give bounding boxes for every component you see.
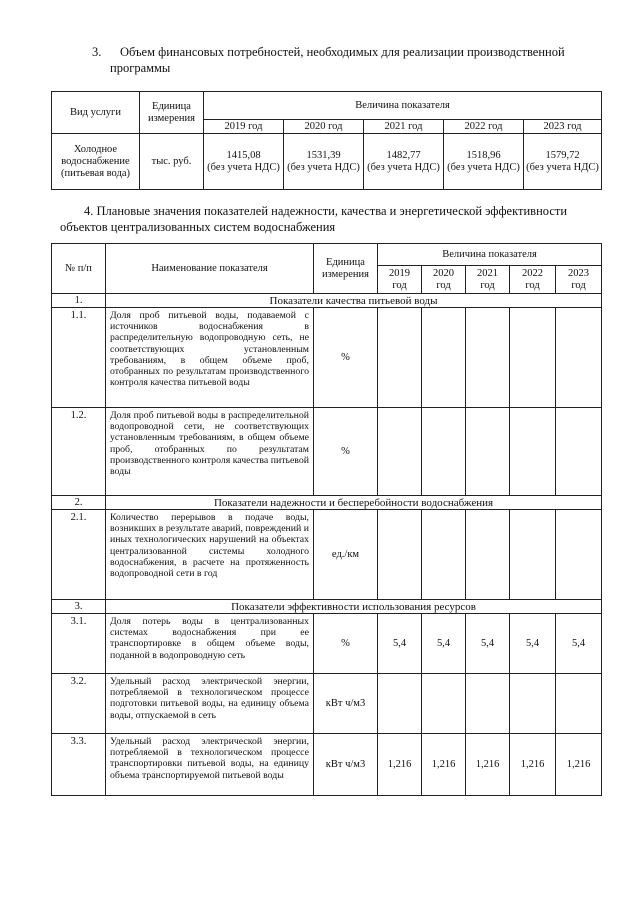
header-num: № п/п bbox=[52, 244, 106, 294]
year-number: 2023 bbox=[568, 267, 590, 279]
indicator-name: Доля потерь воды в централизованных системах водоснабжения при ее транспортировке в общем объеме воды, поданной в водопроводную сеть bbox=[106, 614, 314, 674]
value-cell bbox=[378, 408, 422, 496]
year-header: 2023 год bbox=[524, 120, 602, 134]
value-note: (без учета НДС) bbox=[447, 161, 520, 173]
indicator-unit: кВт ч/м3 bbox=[314, 734, 378, 796]
year-word: год bbox=[571, 279, 586, 291]
value-note: (без учета НДС) bbox=[287, 161, 360, 173]
section-4-title-line1: 4. Плановые значения показателей надежности, качества и энергетической эффективности bbox=[84, 204, 568, 218]
service-unit: тыс. руб. bbox=[140, 134, 204, 190]
value-cell bbox=[422, 510, 466, 600]
indicator-name: Доля проб питьевой воды, подаваемой с источников водоснабжения в распределительную водопроводную сеть, не соответствующих установленным требованиям, в общем объеме проб, отобранных по результатам производственного контроля качества питьевой воды bbox=[106, 308, 314, 408]
value-cell bbox=[466, 510, 510, 600]
indicator-unit: % bbox=[314, 408, 378, 496]
value-cell bbox=[422, 674, 466, 734]
value-cell: 5,4 bbox=[510, 614, 556, 674]
value-cell bbox=[422, 308, 466, 408]
value-cell: 5,4 bbox=[466, 614, 510, 674]
value-cell bbox=[556, 674, 602, 734]
year-header bbox=[466, 266, 510, 294]
value-cell bbox=[510, 674, 556, 734]
table-row bbox=[52, 734, 602, 796]
indicator-unit: кВт ч/м3 bbox=[314, 674, 378, 734]
value-cell: 5,4 bbox=[378, 614, 422, 674]
year-header: 2021 год bbox=[364, 120, 444, 134]
section-row bbox=[52, 496, 602, 510]
indicator-name: Удельный расход электрической энергии, потребляемой в технологическом процессе транспортировки питьевой воды, на единицу объема транспортируемой питьевой воды bbox=[106, 734, 314, 796]
year-word: год bbox=[392, 279, 407, 291]
header-service: Вид услуги bbox=[52, 92, 140, 134]
year-word: год bbox=[480, 279, 495, 291]
value-cell bbox=[466, 308, 510, 408]
value-cell bbox=[466, 408, 510, 496]
section-title: Показатели надежности и бесперебойности водоснабжения bbox=[106, 496, 602, 510]
value-cell bbox=[444, 134, 524, 190]
table-row bbox=[52, 614, 602, 674]
indicator-unit: ед./км bbox=[314, 510, 378, 600]
row-number: 2.1. bbox=[52, 510, 106, 600]
indicator-unit: % bbox=[314, 308, 378, 408]
row-number: 3.2. bbox=[52, 674, 106, 734]
section-row bbox=[52, 600, 602, 614]
value-amount: 1518,96 bbox=[466, 149, 501, 161]
section-3-title-line1: Объем финансовых потребностей, необходимых для реализации производственной bbox=[120, 45, 565, 59]
value-cell bbox=[510, 408, 556, 496]
year-number: 2021 bbox=[477, 267, 498, 279]
row-number: 2. bbox=[52, 496, 106, 510]
value-cell bbox=[556, 408, 602, 496]
row-number: 3.3. bbox=[52, 734, 106, 796]
value-amount: 1482,77 bbox=[386, 149, 421, 161]
value-cell bbox=[524, 134, 602, 190]
value-amount: 1579,72 bbox=[545, 149, 580, 161]
value-amount: 1415,08 bbox=[226, 149, 261, 161]
value-cell: 5,4 bbox=[556, 614, 602, 674]
section-row bbox=[52, 294, 602, 308]
row-number: 1.1. bbox=[52, 308, 106, 408]
value-cell: 1,216 bbox=[556, 734, 602, 796]
value-cell bbox=[378, 674, 422, 734]
header-value: Величина показателя bbox=[204, 92, 602, 120]
indicator-name: Удельный расход электрической энергии, потребляемой в технологическом процессе подготовки питьевой воды, на единицу объема воды, отпускаемой в сеть bbox=[106, 674, 314, 734]
value-cell bbox=[204, 134, 284, 190]
value-cell bbox=[378, 308, 422, 408]
indicators-table bbox=[51, 243, 602, 796]
section-title: Показатели качества питьевой воды bbox=[106, 294, 602, 308]
header-value: Величина показателя bbox=[378, 244, 602, 266]
row-number: 1. bbox=[52, 294, 106, 308]
value-note: (без учета НДС) bbox=[207, 161, 280, 173]
year-header bbox=[510, 266, 556, 294]
year-header: 2019 год bbox=[204, 120, 284, 134]
section-3-heading bbox=[92, 44, 592, 76]
row-number: 3.1. bbox=[52, 614, 106, 674]
year-header bbox=[378, 266, 422, 294]
value-cell: 1,216 bbox=[510, 734, 556, 796]
value-cell: 1,216 bbox=[422, 734, 466, 796]
section-title: Показатели эффективности использования ресурсов bbox=[106, 600, 602, 614]
value-amount: 1531,39 bbox=[306, 149, 341, 161]
value-cell bbox=[510, 510, 556, 600]
year-number: 2022 bbox=[522, 267, 543, 279]
row-number: 1.2. bbox=[52, 408, 106, 496]
value-cell: 1,216 bbox=[466, 734, 510, 796]
value-cell: 5,4 bbox=[422, 614, 466, 674]
table-row bbox=[52, 510, 602, 600]
table-row bbox=[52, 674, 602, 734]
value-cell bbox=[556, 510, 602, 600]
year-header bbox=[556, 266, 602, 294]
value-cell: 1,216 bbox=[378, 734, 422, 796]
section-3-number: 3. bbox=[92, 45, 102, 59]
header-unit: Единица измерения bbox=[314, 244, 378, 294]
indicator-name: Количество перерывов в подаче воды, возникших в результате аварий, повреждений и иных технологических нарушений на объектах централизованной системы холодного водоснабжения, в расчете на протяженность водопроводной сети в год bbox=[106, 510, 314, 600]
year-number: 2020 bbox=[433, 267, 454, 279]
year-header: 2022 год bbox=[444, 120, 524, 134]
header-unit: Единица измерения bbox=[140, 92, 204, 134]
value-cell bbox=[510, 308, 556, 408]
year-header: 2020 год bbox=[284, 120, 364, 134]
indicator-unit: % bbox=[314, 614, 378, 674]
value-cell bbox=[284, 134, 364, 190]
value-cell bbox=[364, 134, 444, 190]
value-cell bbox=[422, 408, 466, 496]
value-cell bbox=[378, 510, 422, 600]
year-header bbox=[422, 266, 466, 294]
year-number: 2019 bbox=[389, 267, 410, 279]
table-row bbox=[52, 408, 602, 496]
service-name: Холодное водоснабжение (питьевая вода) bbox=[52, 134, 140, 190]
financial-needs-table bbox=[51, 91, 602, 190]
year-word: год bbox=[525, 279, 540, 291]
section-4-heading bbox=[60, 203, 596, 235]
value-cell bbox=[466, 674, 510, 734]
year-word: год bbox=[436, 279, 451, 291]
header-name: Наименование показателя bbox=[106, 244, 314, 294]
section-4-title-line2: объектов централизованных систем водоснабжения bbox=[60, 220, 336, 234]
indicator-name: Доля проб питьевой воды в распределительной водопроводной сети, не соответствующих установленным требованиям, в общем объеме проб, отобранных по результатам производственного контроля качества питьевой воды bbox=[106, 408, 314, 496]
row-number: 3. bbox=[52, 600, 106, 614]
table-row bbox=[52, 308, 602, 408]
value-note: (без учета НДС) bbox=[367, 161, 440, 173]
section-3-title-line2: программы bbox=[110, 61, 171, 75]
value-cell bbox=[556, 308, 602, 408]
value-note: (без учета НДС) bbox=[526, 161, 599, 173]
